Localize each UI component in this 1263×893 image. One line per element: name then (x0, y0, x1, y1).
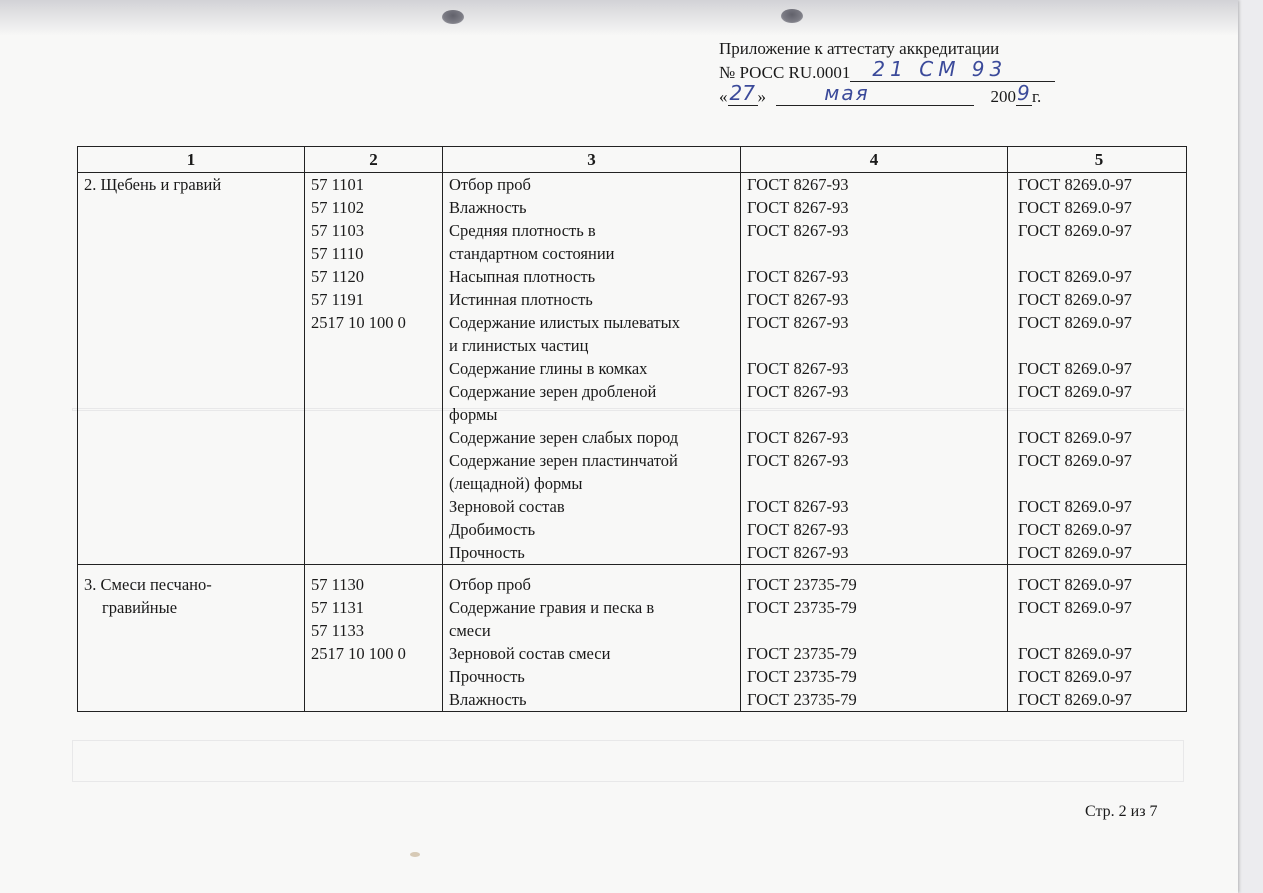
date-year-suffix: г. (1032, 87, 1042, 106)
column-header: 4 (741, 147, 1008, 173)
product-code: 57 1191 (311, 290, 365, 309)
column-header: 1 (78, 147, 305, 173)
characteristic-line: Истинная плотность (449, 290, 593, 309)
standard-ref: ГОСТ 8267-93 (747, 428, 849, 447)
characteristic-line: Содержание зерен дробленой (449, 382, 657, 401)
group-name: 2. Щебень и гравий (84, 175, 222, 194)
characteristic-line: Дробимость (449, 520, 536, 539)
standard-ref: ГОСТ 23735-79 (747, 690, 857, 709)
characteristic-line: Содержание зерен пластинчатой (449, 451, 678, 470)
characteristic-line: Прочность (449, 543, 525, 562)
characteristic-line: Отбор проб (449, 575, 531, 594)
method-ref: ГОСТ 8269.0-97 (1018, 290, 1132, 309)
codes-cell (305, 565, 443, 712)
handwritten-day: 27 (729, 81, 755, 105)
standard-ref: ГОСТ 8267-93 (747, 382, 849, 401)
standard-ref: ГОСТ 8267-93 (747, 451, 849, 470)
page-number: Стр. 2 из 7 (1085, 803, 1158, 820)
method-ref: ГОСТ 8269.0-97 (1018, 598, 1132, 617)
handwritten-month: мая (824, 81, 870, 105)
attestation-header (719, 37, 1055, 109)
accreditation-table (77, 146, 1187, 712)
product-code: 57 1101 (311, 175, 365, 194)
table-header-row (78, 147, 1187, 173)
method-ref: ГОСТ 8269.0-97 (1018, 667, 1132, 686)
characteristic-line: Содержание гравия и песка в (449, 598, 655, 617)
method-ref: ГОСТ 8269.0-97 (1018, 267, 1132, 286)
header-number-prefix: № РОСС RU.0001 (719, 63, 851, 82)
characteristic-line: Отбор проб (449, 175, 531, 194)
product-code: 2517 10 100 0 (311, 313, 406, 332)
standard-cell (741, 565, 1008, 712)
product-code: 2517 10 100 0 (311, 644, 406, 663)
characteristics-cell (443, 565, 741, 712)
product-code: 57 1130 (311, 575, 365, 594)
standard-ref: ГОСТ 23735-79 (747, 575, 857, 594)
header-title: Приложение к аттестату аккредитации (719, 39, 1000, 58)
standard-ref: ГОСТ 8267-93 (747, 359, 849, 378)
characteristic-line: формы (449, 405, 498, 424)
punch-hole (442, 10, 464, 24)
method-ref: ГОСТ 8269.0-97 (1018, 198, 1132, 217)
method-ref: ГОСТ 8269.0-97 (1018, 221, 1132, 240)
characteristic-line: Влажность (449, 198, 527, 217)
punch-hole (781, 9, 803, 23)
method-ref: ГОСТ 8269.0-97 (1018, 313, 1132, 332)
characteristic-line: стандартном состоянии (449, 244, 615, 263)
method-ref: ГОСТ 8269.0-97 (1018, 359, 1132, 378)
date-open-quote: « (719, 87, 728, 106)
method-ref: ГОСТ 8269.0-97 (1018, 451, 1132, 470)
characteristic-line: Содержание илистых пылеватых (449, 313, 680, 332)
characteristics-cell (443, 173, 741, 565)
characteristic-line: смеси (449, 621, 491, 640)
method-ref: ГОСТ 8269.0-97 (1018, 497, 1132, 516)
method-ref: ГОСТ 8269.0-97 (1018, 543, 1132, 562)
method-ref: ГОСТ 8269.0-97 (1018, 382, 1132, 401)
column-header: 3 (443, 147, 741, 173)
date-year-prefix: 200 (990, 87, 1016, 106)
date-close-quote: » (757, 87, 766, 106)
day-fill-line (728, 81, 758, 106)
standard-ref: ГОСТ 23735-79 (747, 667, 857, 686)
characteristic-line: Средняя плотность в (449, 221, 596, 240)
standard-ref: ГОСТ 8267-93 (747, 313, 849, 332)
method-ref: ГОСТ 8269.0-97 (1018, 520, 1132, 539)
method-cell (1008, 565, 1187, 712)
method-cell (1008, 173, 1187, 565)
method-ref: ГОСТ 8269.0-97 (1018, 428, 1132, 447)
product-code: 57 1102 (311, 198, 365, 217)
number-fill-line (850, 57, 1055, 82)
method-ref: ГОСТ 8269.0-97 (1018, 175, 1132, 194)
group-name: 3. Смеси песчано- (84, 575, 212, 594)
product-code: 57 1133 (311, 621, 365, 640)
codes-cell (305, 173, 443, 565)
standard-ref: ГОСТ 8267-93 (747, 520, 849, 539)
show-through-block (72, 740, 1184, 782)
product-code: 57 1110 (311, 244, 364, 263)
characteristic-line: Насыпная плотность (449, 267, 596, 286)
standard-ref: ГОСТ 8267-93 (747, 290, 849, 309)
table-row (78, 173, 1187, 565)
method-ref: ГОСТ 8269.0-97 (1018, 644, 1132, 663)
group-name-continued: гравийные (102, 598, 178, 617)
standard-ref: ГОСТ 23735-79 (747, 598, 857, 617)
handwritten-year: 9 (1017, 81, 1030, 105)
standard-ref: ГОСТ 8267-93 (747, 543, 849, 562)
column-header: 5 (1008, 147, 1187, 173)
group-name-cell (78, 173, 305, 565)
standard-ref: ГОСТ 8267-93 (747, 221, 849, 240)
standard-cell (741, 173, 1008, 565)
characteristic-line: Содержание зерен слабых пород (449, 428, 679, 447)
column-header: 2 (305, 147, 443, 173)
table-row (78, 565, 1187, 712)
group-name-cell (78, 565, 305, 712)
standard-ref: ГОСТ 8267-93 (747, 175, 849, 194)
standard-ref: ГОСТ 23735-79 (747, 644, 857, 663)
standard-ref: ГОСТ 8267-93 (747, 198, 849, 217)
characteristic-line: Прочность (449, 667, 525, 686)
method-ref: ГОСТ 8269.0-97 (1018, 690, 1132, 709)
scan-edge-shadow (0, 0, 1238, 36)
characteristic-line: Содержание глины в комках (449, 359, 648, 378)
standard-ref: ГОСТ 8267-93 (747, 497, 849, 516)
product-code: 57 1120 (311, 267, 365, 286)
method-ref: ГОСТ 8269.0-97 (1018, 575, 1132, 594)
year-fill-line (1016, 81, 1032, 106)
characteristic-line: Зерновой состав смеси (449, 644, 611, 663)
header-number-line (719, 57, 1055, 85)
header-date-line (719, 81, 1055, 109)
month-fill-line (776, 81, 974, 106)
handwritten-number: 21 СМ 93 (872, 57, 1008, 81)
characteristic-line: Зерновой состав (449, 497, 565, 516)
paper-stain (410, 852, 420, 857)
characteristic-line: Влажность (449, 690, 527, 709)
product-code: 57 1131 (311, 598, 365, 617)
characteristic-line: и глинистых частиц (449, 336, 589, 355)
product-code: 57 1103 (311, 221, 365, 240)
characteristic-line: (лещадной) формы (449, 474, 583, 493)
standard-ref: ГОСТ 8267-93 (747, 267, 849, 286)
